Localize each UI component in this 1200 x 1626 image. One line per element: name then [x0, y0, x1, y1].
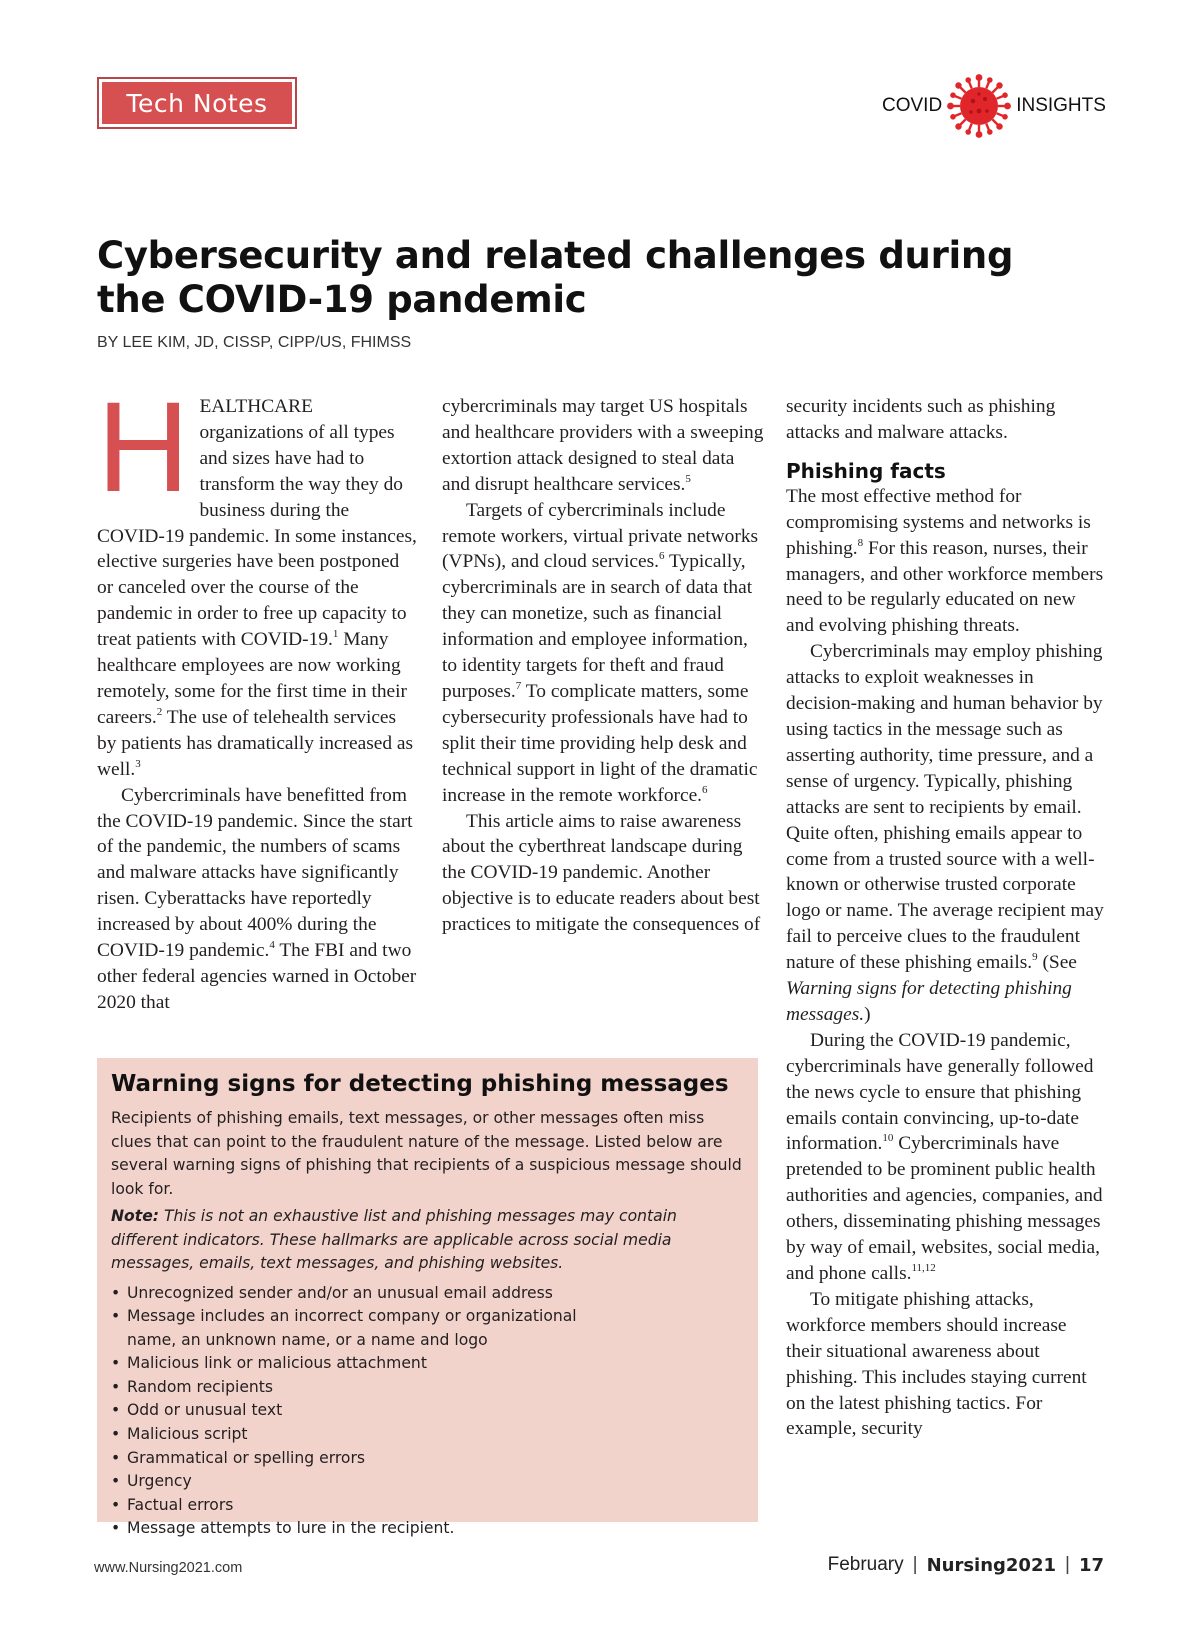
- covid-insights-logo: [882, 76, 1106, 136]
- warning-signs-sidebar: [97, 1058, 758, 1538]
- page-number: 17: [1078, 1554, 1104, 1576]
- sidebar-title: Warning signs for detecting phishing messages: [111, 1071, 729, 1097]
- list-item: • Odd or unusual text: [111, 1399, 744, 1423]
- logo-right-text: INSIGHTS: [1016, 95, 1106, 116]
- list-item: • Factual errors: [111, 1494, 744, 1518]
- footer-folio: [828, 1554, 1104, 1576]
- col3-paragraph-3: During the COVID-19 pandemic, cybercriminals have generally followed the news cycle to ensure that phishing emails contain convincing, up-to-date information.$^{10}$ Cybercriminals have pretended to be prominent public health authorities and agencies, companies, and others, disseminating phishing messages by way of email, websites, social media, and phone calls.$^{11,12}$: [786, 1029, 1103, 1284]
- col3-paragraph-4: To mitigate phishing attacks, workforce members should increase their situational awareness about phishing. This includes staying current on the latest phishing tactics. For example, security: [786, 1288, 1087, 1440]
- list-item: • Urgency: [111, 1470, 744, 1494]
- sidebar-note: Note: This is not an exhaustive list and phishing messages may contain different indicators. These hallmarks are applicable across social media messages, emails, text messages, and phishing websites.: [111, 1207, 677, 1272]
- coronavirus-icon: [946, 73, 1012, 139]
- reference-marker: 5: [685, 472, 691, 485]
- article-column-2: [442, 394, 765, 938]
- drop-cap: H: [97, 376, 190, 519]
- list-item: • Message includes an incorrect company or organizational name, an unknown name, or a name and logo: [111, 1305, 744, 1352]
- sidebar-intro: Recipients of phishing emails, text messages, or other messages often miss clues that can point to the fraudulent nature of the message. Listed below are several warning signs of phishing that recipients of a suspicious message should look for.: [111, 1109, 742, 1198]
- section-heading-phishing-facts: Phishing facts: [786, 458, 946, 483]
- list-item: • Unrecognized sender and/or an unusual email address: [111, 1282, 744, 1306]
- reference-marker: 7: [515, 679, 522, 692]
- col2-paragraph-2: Targets of cybercriminals include remote workers, virtual private networks (VPNs), and cloud services.$^6$ Typically, cybercriminals are in search of data that they can monetize, such as financial information and employee information, to identity targets for theft and fraud purposes.$^7$ To complicate matters, some cybersecurity professionals have had to split their time providing help desk and technical support in light of the dramatic increase in the remote workforce.$^6$: [442, 499, 759, 806]
- article-column-3: [786, 394, 1106, 1442]
- reference-marker: 6: [659, 550, 665, 563]
- col3-paragraph-0: security incidents such as phishing attacks and malware attacks.: [786, 396, 1056, 443]
- sidebar-reference: Warning signs for detecting phishing messages.: [786, 978, 1072, 1025]
- reference-marker: 4: [269, 939, 275, 952]
- reference-marker: 2: [156, 705, 163, 718]
- list-item: • Grammatical or spelling errors: [111, 1447, 744, 1471]
- reference-marker: 10: [882, 1132, 894, 1145]
- col3-paragraph-2: Cybercriminals may employ phishing attacks to exploit weaknesses in decision-making and human behavior by using tactics in the message such as asserting authority, time pressure, and a sense of urgency. Typically, phishing attacks are sent to recipients by email. Quite often, phishing emails appear to come from a trusted source with a well-known or otherwise trusted corporate logo or name. The average recipient may fail to perceive clues to the fraudulent nature of these phishing emails.$^9$ (See Warning signs for detecting phishing messages.): [786, 641, 1104, 1025]
- reference-marker: 9: [1032, 951, 1038, 964]
- section-tag: [97, 77, 297, 129]
- reference-marker: 11,12: [911, 1262, 936, 1274]
- footer-separator: |: [912, 1554, 918, 1575]
- col2-paragraph-1: cybercriminals may target US hospitals and healthcare providers with a sweeping extortion attack designed to steal data and disrupt healthcare services.$^5$: [442, 396, 764, 495]
- list-item: • Random recipients: [111, 1376, 744, 1400]
- reference-marker: 8: [857, 536, 864, 549]
- article-column-1: [97, 376, 420, 1016]
- footer-url: www.Nursing2021.com: [94, 1560, 243, 1576]
- article-byline: BY LEE KIM, JD, CISSP, CIPP/US, FHIMSS: [97, 334, 412, 351]
- reference-marker: 1: [332, 628, 339, 641]
- reference-marker: 6: [702, 783, 708, 796]
- list-item: • Malicious link or malicious attachment: [111, 1352, 744, 1376]
- footer-magazine-name: Nursing2021: [926, 1554, 1056, 1576]
- col3-paragraph-1: The most effective method for compromising systems and networks is phishing.$^8$ For this reason, nurses, their managers, and other workforce members need to be regularly educated on new and evolving phishing threats.: [786, 485, 1104, 637]
- footer-separator: |: [1065, 1554, 1070, 1575]
- list-item: • Malicious script: [111, 1423, 744, 1447]
- col1-paragraph-2: Cybercriminals have benefitted from the COVID-19 pandemic. Since the start of the pandemic, the numbers of scams and malware attacks have significantly risen. Cyberattacks have reportedly increased by about 400% during the COVID-19 pandemic.$^4$ The FBI and two other federal agencies warned in October 2020 that: [97, 784, 417, 1013]
- col1-paragraph-1: HEALTHCARE organizations of all types and sizes have had to transform the way they do business during the COVID-19 pandemic. In some instances, elective surgeries have been postponed or canceled over the course of the pandemic in order to free up capacity to treat patients with COVID-19.$^1$ Many healthcare employees are now working remotely, some for the first time in their careers.$^2$ The use of telehealth services by patients has dramatically increased as well.$^3$: [97, 376, 417, 780]
- article-title: Cybersecurity and related challenges during the COVID-19 pandemic: [97, 234, 1014, 321]
- warning-signs-list: [111, 1282, 744, 1542]
- col2-paragraph-3: This article aims to raise awareness about the cyberthreat landscape during the COVID-19 pandemic. Another objective is to educate readers about best practices to mitigate the consequences of: [442, 810, 761, 936]
- reference-marker: 3: [135, 757, 141, 770]
- section-tag-label: Tech Notes: [102, 82, 292, 124]
- note-label: Note:: [111, 1207, 160, 1225]
- list-item: • Message attempts to lure in the recipient.: [111, 1517, 744, 1541]
- logo-left-text: COVID: [882, 95, 943, 116]
- footer-month: February: [827, 1554, 904, 1575]
